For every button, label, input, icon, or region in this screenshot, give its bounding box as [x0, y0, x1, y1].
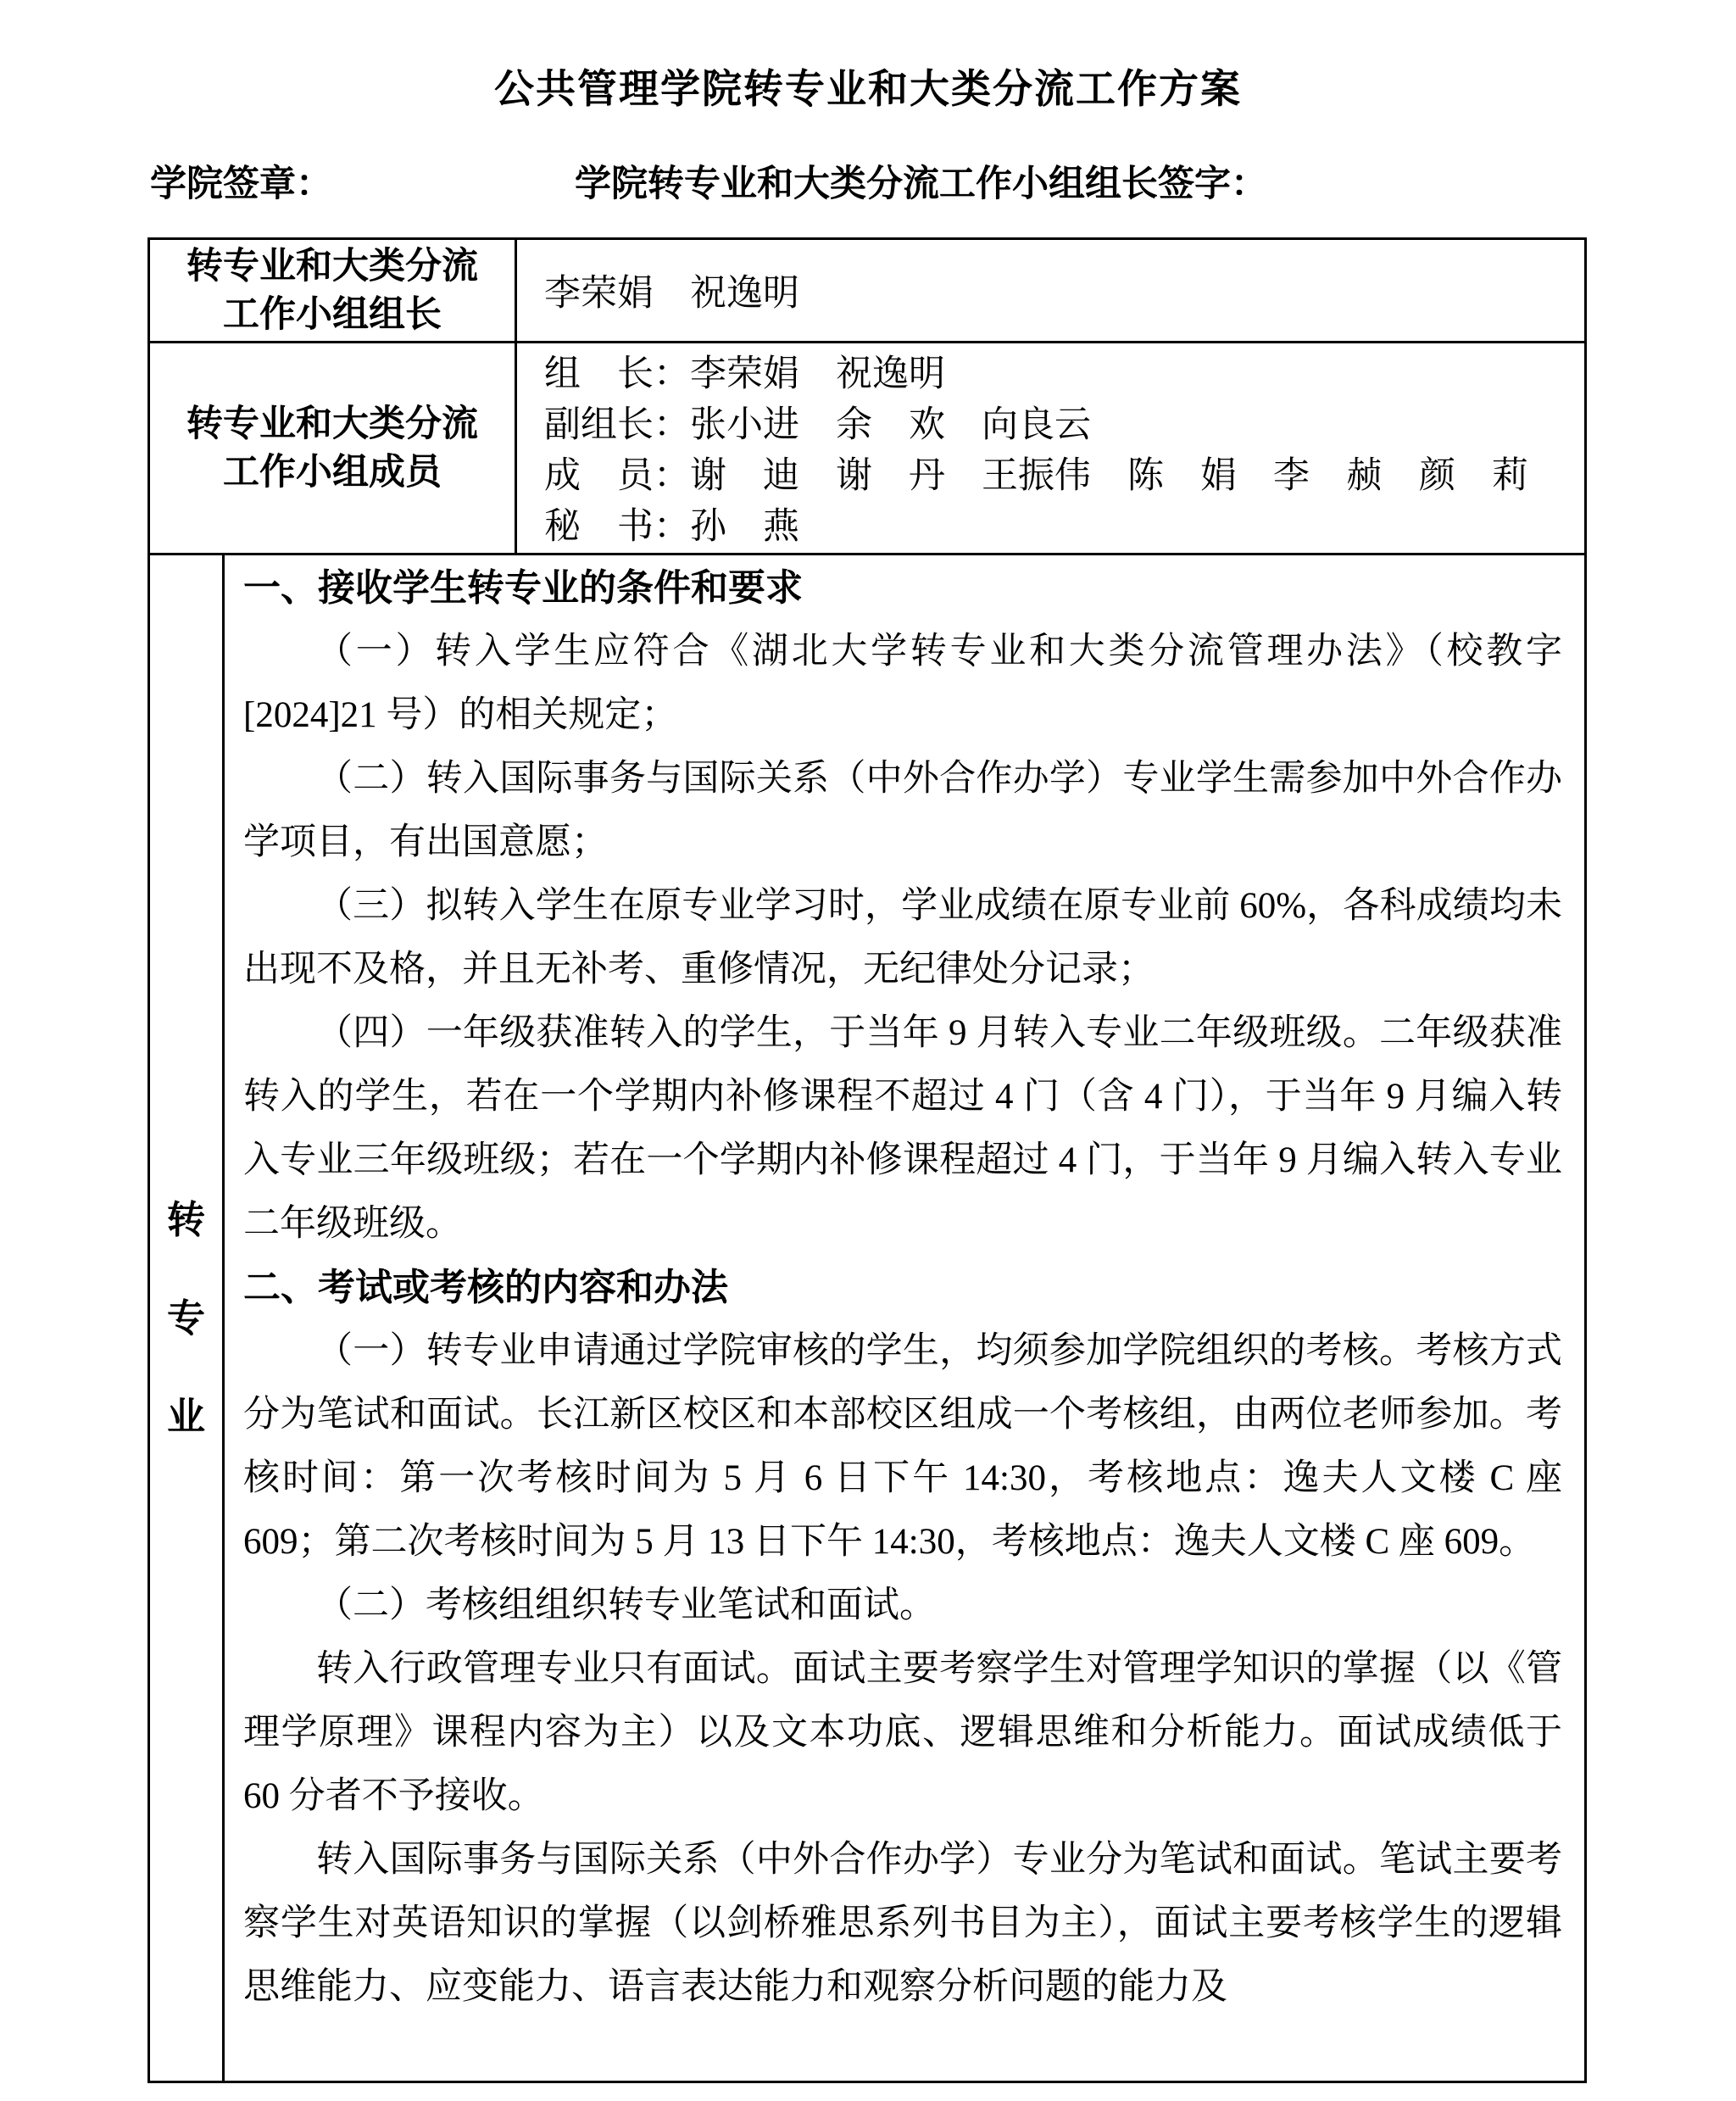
section-heading: 一、接收学生转专业的条件和要求: [243, 567, 803, 609]
leader-row-label-line2: 工作小组组长: [223, 293, 442, 335]
body-paragraph: （二）考核组组织转专业笔试和面试。: [316, 1586, 936, 1625]
member-line: 组 长：李荣娟 祝逸明: [544, 354, 945, 394]
signature-row: [150, 161, 1587, 207]
vertical-label-char: 专: [166, 1296, 205, 1340]
body-paragraph: （三）拟转入学生在原专业学习时，学业成绩在原专业前 60%，各科成绩均未出现不及格，并且无补考、重修情况，无纪律处分记录；: [243, 886, 1562, 989]
members-row-label: [150, 343, 517, 553]
body-paragraph: 转入行政管理专业只有面试。面试主要考察学生对管理学知识的掌握（以《管理学原理》课程内容为主）以及文本功底、逻辑思维和分析能力。面试成绩低于 60 分者不予接收。: [243, 1649, 1562, 1816]
transfer-major-body: [225, 555, 1584, 2081]
college-seal-label: 学院签章：: [150, 164, 332, 204]
vertical-label-char: 业: [166, 1395, 205, 1438]
table-row-leader: [150, 240, 1584, 343]
members-row-label-line1: 转专业和大类分流: [186, 403, 478, 444]
body-paragraph: （一）转专业申请通过学院审核的学生，均须参加学院组织的考核。考核方式分为笔试和面试。长江新区校区和本部校区组成一个考核组，由两位老师参加。考核时间：第一次考核时间为 5 月 6 日下午 14:30，考核地点：逸夫人文楼 C 座 609；第二次考核时间为 5 月 13 日下午 14:30，考核地点：逸夫人文楼 C 座 609。: [243, 1331, 1562, 1562]
leader-signature-label: 学院转专业和大类分流工作小组组长签字：: [575, 164, 1267, 204]
body-paragraph: （二）转入国际事务与国际关系（中外合作办学）专业学生需参加中外合作办学项目，有出国意愿；: [243, 759, 1562, 862]
members-list: [517, 343, 1584, 553]
body-paragraph: （四）一年级获准转入的学生，于当年 9 月转入专业二年级班级。二年级获准转入的学生，若在一个学期内补修课程不超过 4 门（含 4 门），于当年 9 月编入转入专业三年级班级；若在一个学期内补修课程超过 4 门，于当年 9 月编入转入专业二年级班级。: [243, 1013, 1562, 1244]
member-line: 秘 书：孙 燕: [544, 507, 799, 547]
body-paragraph: （一）转入学生应符合《湖北大学转专业和大类分流管理办法》（校教字[2024]21 号）的相关规定；: [243, 632, 1562, 735]
plan-table: [147, 237, 1587, 2083]
members-row-label-line2: 工作小组成员: [223, 451, 442, 493]
leader-row-label: [150, 240, 517, 341]
page-title: 公共管理学院转专业和大类分流工作方案: [494, 66, 1242, 111]
section-heading: 二、考试或考核的内容和办法: [243, 1267, 728, 1308]
transfer-major-vertical-label: [150, 555, 225, 2081]
leader-row-label-line1: 转专业和大类分流: [186, 245, 478, 287]
body-paragraph: 转入国际事务与国际关系（中外合作办学）专业分为笔试和面试。笔试主要考察学生对英语知识的掌握（以剑桥雅思系列书目为主），面试主要考核学生的逻辑思维能力、应变能力、语言表达能力和观察分析问题的能力及: [243, 1840, 1562, 2007]
member-line: 成 员：谢 迪 谢 丹 王振伟 陈 娟 李 赪 颜 莉: [544, 456, 1528, 496]
vertical-label-char: 转: [166, 1198, 205, 1241]
member-line: 副组长：张小进 余 欢 向良云: [544, 405, 1091, 445]
table-row-transfer-major: [150, 555, 1584, 2081]
leader-names: 李荣娟 祝逸明: [544, 274, 799, 314]
table-row-members: [150, 343, 1584, 555]
